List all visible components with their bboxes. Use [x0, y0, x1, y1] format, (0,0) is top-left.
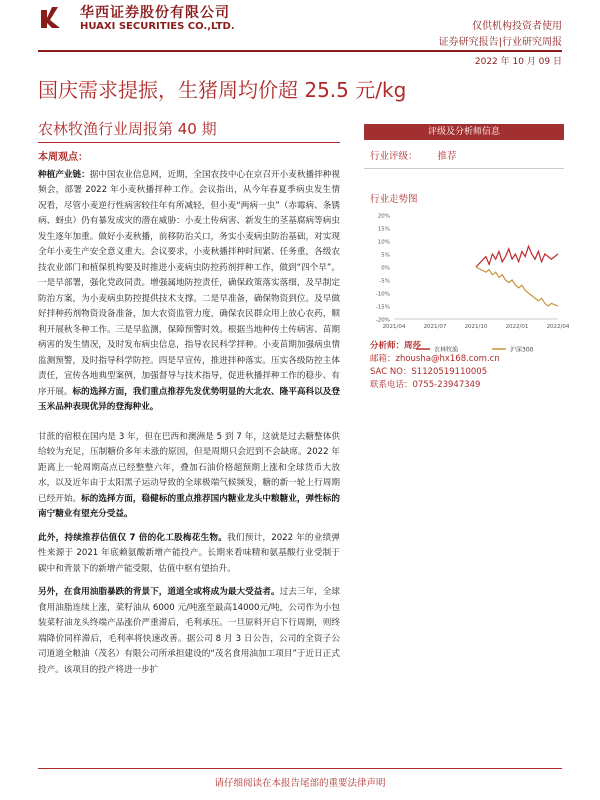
- paragraph-sugar: [38, 430, 340, 523]
- analyst-sac: SAC NO：S1120519110005: [370, 367, 488, 377]
- analyst-email: 邮箱：zhousha@hx168.com.cn: [370, 354, 500, 364]
- rating-label: 行业评级：: [370, 151, 418, 162]
- trend-chart-title: 行业走势图: [370, 194, 418, 205]
- series-line-0: [476, 246, 558, 267]
- x-tick-label: 2021/07: [423, 324, 447, 330]
- report-date: 2022 年 10 月 09 日: [474, 57, 562, 67]
- sidebar-header: 评级及分析师信息: [364, 124, 564, 140]
- body-column: [38, 150, 340, 686]
- y-tick-label: 5%: [381, 252, 390, 259]
- company-name-en: HUAXI SECURITIES CO.,LTD.: [80, 21, 235, 32]
- y-tick-label: 20%: [377, 213, 390, 220]
- paragraph-text: 过去三年，全球食用油脂连续上涨，菜籽油从 6000 元/吨涨至最高14000元/吨，公司作为小包装菜籽油龙头终端产品涨价严重滞后，毛利承压。一旦原料开启下行周期，则终端降价同样滞后，毛利率将快速改善。据公司 8 月 3 日公告，公司的全资子公司道道全粮油（茂名）有限公司所承担建设的“茂名食用油加工项目”于近日正式投产。该项目的投产将进一步扩: [38, 587, 340, 675]
- analyst-phone: 联系电话：0755-23947349: [370, 380, 481, 390]
- report-type: 证券研究报告|行业研究周报: [438, 37, 562, 48]
- legal-footer: 请仔细阅读在本报告尾部的重要法律声明: [214, 778, 386, 789]
- y-tick-label: -5%: [379, 278, 390, 285]
- paragraph-meihua: [38, 531, 340, 578]
- x-tick-label: 2022/01: [505, 324, 529, 330]
- y-tick-label: 0%: [381, 265, 390, 272]
- report-title: 国庆需求提振，生猪周均价超 25.5 元/kg: [38, 78, 407, 102]
- series-line-1: [476, 267, 558, 306]
- x-tick-label: 2021/04: [382, 324, 406, 330]
- paragraph-planting: [38, 168, 340, 416]
- paragraph-bold: 此外，持续推荐估值仅 7 倍的化工股梅花生物。: [38, 532, 228, 543]
- x-tick-label: 2021/10: [464, 324, 488, 330]
- paragraph-lead: 种植产业链：: [38, 169, 90, 180]
- paragraph-text: 我们预计，2022 年的业绩弹性来源于 2021 年底赖氨酸新增产能投产。长期来看味精和氨基酸行业受制于碳中和背景下的新增产能受限，估值中枢有望抬升。: [38, 532, 340, 574]
- huaxi-logo-icon: [38, 4, 64, 30]
- sidebar: [364, 124, 570, 373]
- paragraph-bold: 标的选择方面，我们重点推荐先发优势明显的大北农、隆平高科以及登玉米品种表现优异的登海种业。: [38, 386, 340, 412]
- report-header: [0, 0, 600, 70]
- y-tick-label: -10%: [375, 291, 390, 298]
- paragraph-oil: [38, 585, 340, 678]
- subtitle-divider: [38, 142, 340, 143]
- footer-divider: [38, 768, 562, 769]
- audience-note: 仅供机构投资者使用: [472, 21, 562, 32]
- paragraph-bold: 标的选择方面，稳健标的重点推荐国内糖业龙头中粮糖业，弹性标的南宁糖业有望充分受益。: [38, 493, 340, 519]
- paragraph-bold: 另外，在食用油脂暴跌的背景下，道道全或将成为最大受益者。: [38, 587, 280, 597]
- y-tick-label: -15%: [375, 304, 390, 311]
- legend-label: 沪深300: [510, 346, 534, 354]
- x-tick-label: 2022/04: [546, 324, 570, 330]
- section-label: 本周观点：: [38, 152, 88, 163]
- header-divider: [38, 50, 562, 52]
- paragraph-text: 甘蔗的宿根在国内是 3 年，但在巴西和澳洲是 5 到 7 年，这就是过去糖整体供给较为充足，压制糖价多年未涨的原因，但是周期只会迟到不会缺席。2022 年距离上一轮周期高点已经整整六年，叠加石油价格超预期上涨和全球货币大放水，以及近年由于太阳黑子运动导致的全球极端气候频发，糖的新一轮上行周期已经开始。: [38, 431, 340, 504]
- analyst-info: [370, 340, 570, 392]
- rating-value: 推荐: [437, 151, 457, 162]
- y-tick-label: 15%: [377, 226, 390, 233]
- y-tick-label: 10%: [377, 239, 390, 246]
- company-name-cn: 华西证券股份有限公司: [80, 5, 230, 21]
- legend-label: 农林牧渔: [434, 346, 459, 354]
- report-subtitle: 农林牧渔行业周报第 40 期: [38, 120, 217, 138]
- analyst-name: 分析师：周莎: [370, 341, 422, 351]
- y-tick-label: -20%: [375, 317, 390, 324]
- rating-box: [364, 140, 564, 169]
- industry-rating: [364, 140, 564, 168]
- paragraph-text: 据中国农业信息网，近期，全国农技中心在京召开小麦秋播拌种视频会，部署 2022 年小麦秋播拌种工作。会议指出，从今年春夏季病虫发生情况看，尽管小麦逆行性病害较往年有所减轻，但小麦“两病一虫”（赤霉病、条锈病、蚜虫）仍有暴发成灾的潜在威胁：小麦土传病害、新发生的茎基腐病等病虫发生逐年加重。做好小麦秋播，前移防治关口，务实小麦病虫防治基础，对实现全年小麦生产安全意义重大。会议要求，小麦秋播拌种时间紧、任务重，各级农技农业部门和植保机构要及时推进小麦病虫防控药剂拌种工作，做到“四个早”。一是早部署，强化党政同责。增强属地防控责任，确保政策落实落细，及早制定防治方案，为小麦病虫防控提供技术支撑。二是早准备，确保物资到位。及早做好拌种药剂物资设备准备，加大农资监管力度，确保农民群众用上放心农药，顺利开展秋冬种工作。三是早监测，保障预警时效。根据当地种传土传病害、苗期病害的发生情况，及时发布病虫信息，指导农民科学拌种。小麦苗期加强病虫情监测预警，及时指导科学防控。四是早宣传，推进拌种落实。压实各级防控主体责任，宣传各地典型案例，加强督导与技术指导，促进秋播拌种工作的稳步、有序开展。: [38, 169, 340, 397]
